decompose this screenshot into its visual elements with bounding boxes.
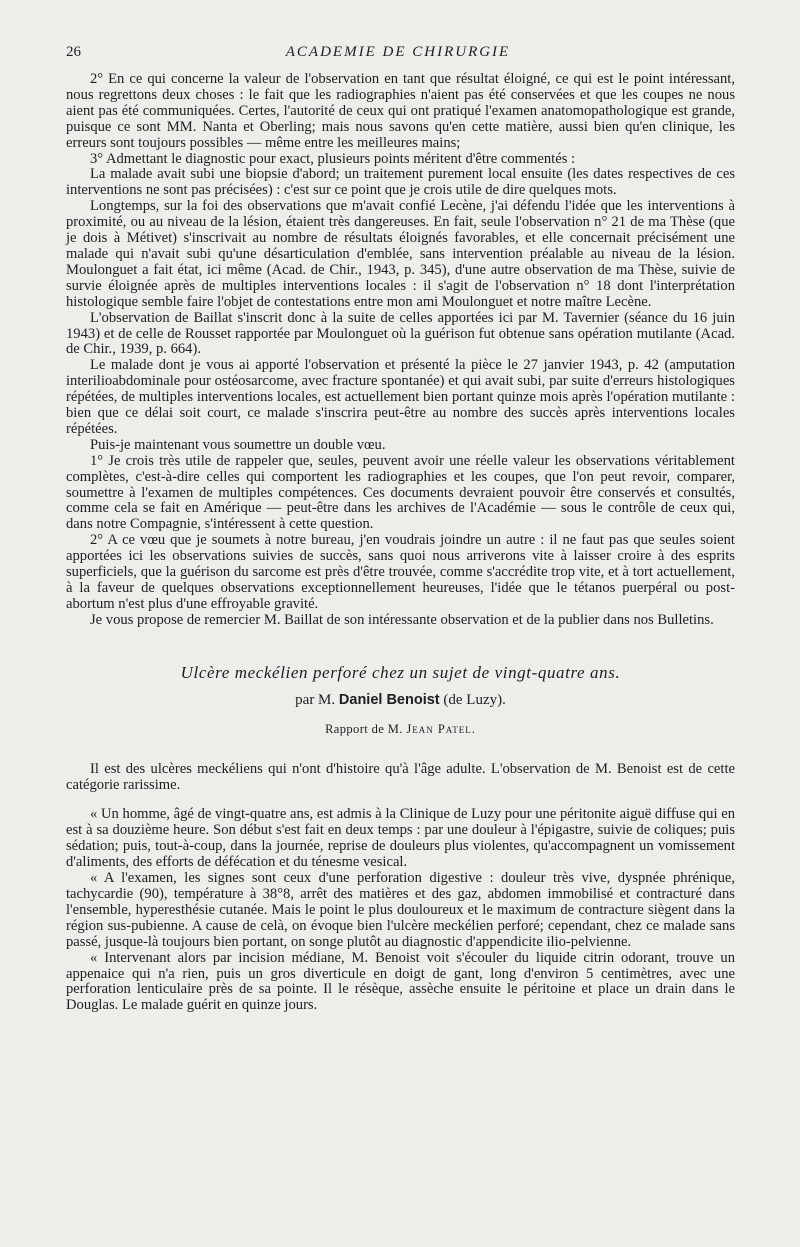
- reporter-name: Jean Patel.: [406, 721, 476, 736]
- page-body: [66, 72, 735, 1014]
- article-title: Ulcère meckélien perforé chez un sujet de vingt-quatre ans.: [180, 662, 621, 682]
- paragraph: « A l'examen, les signes sont ceux d'une perforation digestive : douleur très vive, dyspnée phrénique, tachycardie (90), température à 38°8, arrêt des matières et des gaz, abdomen immobilisé et contracturé dans l'ensemble, hyperesthésie cutanée. Mais le point le plus douloureux et le maximum de contracture siègent dans la région sus-pubienne. A cause de celà, on évoque bien l'ulcère meckélien perforé; cependant, chez ce malade sans passé, jusque-là toujours bien portant, on songe plutôt au diagnostic d'appendicite ilio-pelvienne.: [66, 870, 735, 950]
- rapport-prefix: Rapport de M.: [325, 721, 403, 736]
- paragraph: Il est des ulcères meckéliens qui n'ont d'histoire qu'à l'âge adulte. L'observation de M. Benoist est de cette catégorie rarissime.: [66, 760, 735, 793]
- paragraph: 2° En ce qui concerne la valeur de l'observation en tant que résultat éloigné, ce qui est le point intéressant, nous regrettons deux choses : le fait que les radiographies n'aient pas été conservées et que les coupes ne nous aient pas été communiquées. Certes, l'autorité de ceux qui ont pratiqué l'examen anatomopathologique est grande, puisque ce sont MM. Nanta et Oberling; mais nous savons qu'en cette matière, aussi bien qu'en clinique, les erreurs sont toujours possibles — même entre les meilleures mains;: [66, 71, 735, 151]
- paragraph: « Intervenant alors par incision médiane, M. Benoist voit s'écouler du liquide citrin odorant, trouve un appenaice qui n'a rien, puis un gros diverticule en doigt de gant, long d'environ 5 centimètres, avec une perforation lenticulaire près de sa pointe. Il le résèque, assèche ensuite le péritoine et place un drain dans le Douglas. Le malade guérit en quinze jours.: [66, 949, 735, 1014]
- paragraph: 1° Je crois très utile de rappeler que, seules, peuvent avoir une réelle valeur les observations véritablement complètes, c'est-à-dire celles qui comportent les radiographies et les coupes, que l'on peut revoir, comparer, soumettre à l'examen de multiples compétences. Ces documents devraient pouvoir être conservés et consultés, comme cela se fait en Amérique — peut-être dans les archives de l'Académie — sous le contrôle de ceux qui, dans notre Compagnie, s'intéressent à cette question.: [66, 452, 735, 533]
- article-body: [66, 762, 735, 1015]
- spacer: [66, 738, 735, 762]
- paragraph: Puis-je maintenant vous soumettre un double vœu.: [90, 436, 386, 453]
- byline-prefix: par M.: [295, 691, 336, 708]
- article-byline: [66, 691, 735, 710]
- paragraph: L'observation de Baillat s'inscrit donc à la suite de celles apportées ici par M. Tavernier (séance du 16 juin 1943) et de celle de Rousset rapportée par Moulonguet où la guérison fut obtenue sans opération mutilante (Acad. de Chir., 1939, p. 664).: [66, 309, 735, 358]
- previous-report-section: [66, 72, 735, 629]
- paragraph: « Un homme, âgé de vingt-quatre ans, est admis à la Clinique de Luzy pour une péritonite aiguë diffuse qui en est à sa douzième heure. Son début s'est fait en deux temps : par une douleur à l'épigastre, suivie de coliques; puis sédation; puis, tout-à-coup, dans la journée, reprise de douleurs plus violentes, qu'accompagnent un vomissement d'aliments, des efforts de défécation et du ténesme vesical.: [66, 806, 735, 871]
- paragraph: La malade avait subi une biopsie d'abord; un traitement purement local ensuite (les dates respectives de ces interventions ne sont pas précisées) : c'est sur ce point que je crois utile de dire quelques mots.: [66, 166, 735, 199]
- spacer: [66, 793, 735, 807]
- report-attribution: [66, 722, 735, 738]
- paragraph: Le malade dont je vous ai apporté l'observation et présenté la pièce le 27 janvier 1943, p. 42 (amputation interilioabdominale pour ostéosarcome, avec fracture spontanée) et qui avait subi, par suite d'erreurs histologiques répétées, de multiples interventions locales, est actuellement bien portant quinze mois après l'opération mutilante : bien que ce délai soit court, ce malade s'inscrira peut-être au nombre des succès après interventions locales répétées.: [66, 357, 735, 437]
- page-number: 26: [66, 44, 81, 60]
- byline-suffix: (de Luzy).: [443, 691, 506, 708]
- paragraph: 3° Admettant le diagnostic pour exact, plusieurs points méritent d'être commentés :: [90, 150, 576, 167]
- paragraph: Longtemps, sur la foi des observations que m'avait confié Lecène, j'ai défendu l'idée que les interventions à proximité, ou au niveau de la lésion, étaient très dangereuses. En fait, seule l'observation n° 21 de ma Thèse (que je dois à Métivet) s'inscrivait au nombre de résultats éloignés favorables, et elle concernait précisément une malade qui n'avait subi qu'une désarticulation d'emblée, sans intervention préalable au niveau de la lésion. Moulonguet a fait état, ici même (Acad. de Chir., 1943, p. 345), d'une autre observation de ma Thèse, suivie de survie éloignée après de multiples interventions locales : il s'agit de l'observation n° 18 dont l'interprétation histologique semble faire l'objet de contestations entre mon ami Moulonguet et notre maître Lecène.: [66, 198, 735, 310]
- paragraph: 2° A ce vœu que je soumets à notre bureau, j'en voudrais joindre un autre : il ne faut pas que seules soient apportées ici les observations suivies de succès, sans quoi nous arriverons vite à laisser croire à des esprits superficiels, que la guérison du sarcome est près d'être trouvée, comme s'accrédite trop vite, et à tort actuellement, à la faveur de quelques observations exceptionnellement heureuses, l'idée que le tétanos puerpéral ou post-abortum n'est plus d'une effroyable gravité.: [66, 532, 735, 612]
- paragraph: Je vous propose de remercier M. Baillat de son intéressante observation et de la publier dans nos Bulletins.: [90, 611, 714, 628]
- author-name: Daniel Benoist: [338, 691, 440, 708]
- running-title: ACADEMIE DE CHIRURGIE: [285, 44, 511, 60]
- page-header: [66, 44, 730, 66]
